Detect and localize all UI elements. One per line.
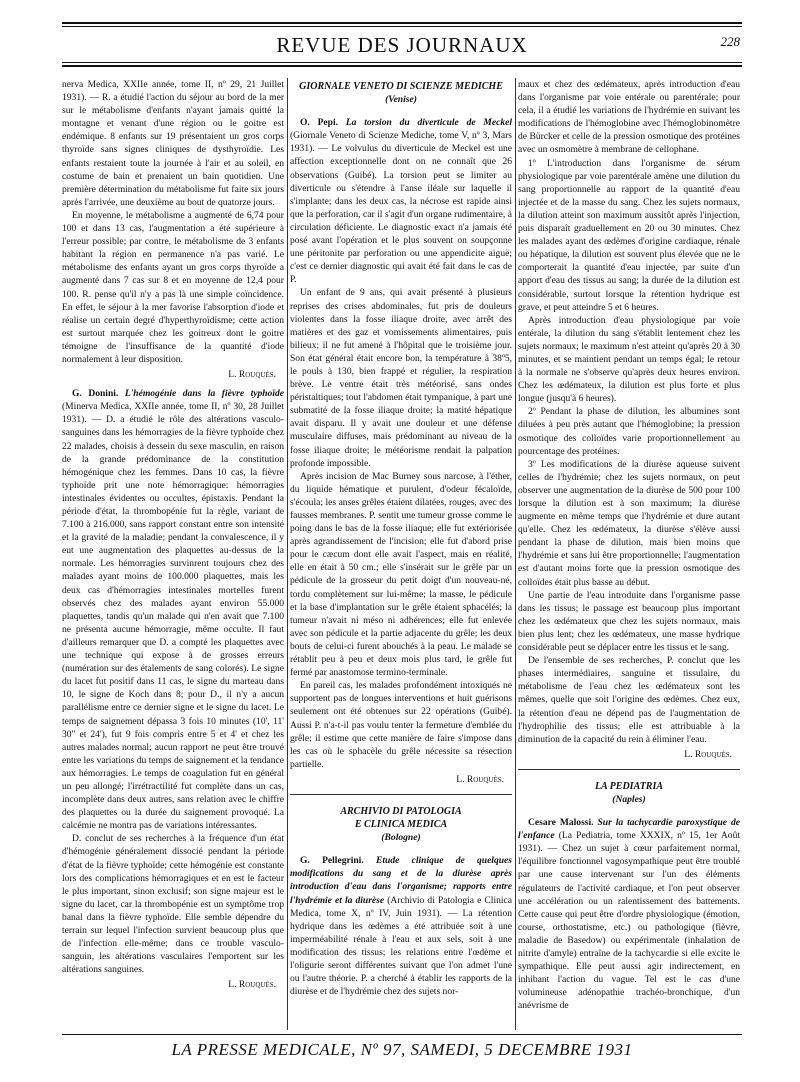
article-author: Cesare Malossi. (528, 817, 594, 829)
signature: L. Rouquès. (228, 369, 276, 381)
article-pepi (290, 116, 512, 286)
column-divider-1 (287, 78, 288, 1030)
paragraph: D. conclut de ses recherches à la fréquence d'un état d'hémogénie généralement dissocié pendant la période d'état de la fièvre typhoïde; cette hémogénie est constante lors des complications hémorragiques et en est le facteur le plus important, sinon exclusif; son signe majeur est le signe du lacet, car la thrombopénie est un symptôme trop banal dans la fièvre typhoïde. Elle semble dépendre du terrain sur lequel l'infection survient beaucoup plus que de l'infection elle-même; dans ce trouble vasculo-sanguin, les altérations vasculaires l'emportent sur les altérations sanguines. (62, 833, 284, 976)
paragraph: En pareil cas, les malades profondément intoxiqués ne supportent pas de longues interventions et huit guérisons seulement ont été obtenues sur 22 opérations (Guibé). Aussi P. n'a-t-il pas voulu tenter la fermeture d'emblée du grêle; il estime que cette manière de faire s'impose dans les cas où le sphacèle du grêle nécessite sa résection partielle. (290, 680, 512, 770)
article-title: Etude clinique de quelques modifications du sang et de la diurèse après introduction d'eau dans l'organisme; rapports entre l'hydrémie et la diurèse (290, 855, 512, 906)
top-rule-thick (62, 22, 742, 24)
signature: L. Rouquès. (684, 748, 732, 760)
paragraph: 3º Les modifications de la diurèse aqueuse suivent celles de l'hydrémie; chez les sujets normaux, on peut observer une augmentation de la diurèse de 500 pour 100 lorsque la dilution est à son maximum; la diurèse augmente en même temps que l'hydrémie et dure autant qu'elle. Chez les œdémateux, la diurèse s'élève aussi pendant la phase de dilution, mais bien moins que l'hydrémie et sans lui être proportionnelle; l'augmentation est d'autant moins forte que la pression osmotique des colloïdes était plus basse au début. (518, 458, 740, 588)
top-rule-thin (62, 26, 742, 27)
paragraph: En moyenne, le métabolisme a augmenté de 6,74 pour 100 et dans 13 cas, l'augmentation a été supérieure à l'erreur possible; par contre, le métabolisme de 3 enfants habitant la région en permanence n'a pas varié. Le métabolisme des enfants ayant un gros corps thyroïde a augmenté dans 7 cas sur 8 et en moyenne de 12,4 pour 100. R. pense qu'il n'y a pas là une simple coïncidence. En effet, le séjour à la mer favorise l'absorption d'iode et réalise un certain degré d'hyperthyroïdisme; cette action est surtout marquée chez les goitreux dont le goitre témoigne de l'insuffisance de la quantité d'iode normalement à leur disposition. (62, 209, 284, 365)
section-place: (Naples) (612, 793, 646, 805)
footer-rule (62, 1034, 742, 1035)
paragraph: Après incision de Mac Burney sous narcose, à l'éther, du liquide hématique et purulent, d'odeur fécaloïde, s'écoula; les anses grêles étaient dilatées, rouges, avec des fausses membranes. P. sentit une tumeur grosse comme le poing dans le bas de la fosse iliaque; elle fut extériorisée après agrandissement de l'incision; elle fut d'abord prise pour le cæcum dont elle avait l'aspect, mais en réalité, elle en était à 50 cm.; elle s'insérait sur le grêle par un pédicule de la grosseur du petit doigt d'un nouveau-né, tordu complètement sur lui-même; la masse, le pédicule et la base d'implantation sur le grêle étaient sphacélés; la tumeur n'avait ni méso ni adhérences; elle fut enlevée avec son pédicule et la partie adjacente du grêle; les deux bouts de celui-ci furent abouchés à la peau. Le malade se rétablit peu à peu et deux mois plus tard, le grêle fut fermé par anastomose termino-terminale. (290, 470, 512, 679)
article-malossi (518, 816, 740, 1012)
article-title: L'hémogénie dans la fièvre typhoïde (124, 388, 284, 400)
column-1 (62, 78, 284, 1030)
article-title: Sur la tachycardie paroxystique de l'enfance (518, 817, 740, 842)
page-number: 228 (720, 34, 740, 49)
column-2 (290, 78, 512, 1030)
article-pellegrini (290, 854, 512, 998)
article-title: La torsion du diverticule de Meckel (345, 117, 512, 129)
paragraph: 1º L'introduction dans l'organisme de sérum physiologique par voie parentérale amène une dilution du sang proportionnelle au rapport de la quantité d'eau injectée et de la masse du sang. Chez les sujets normaux, la dilution atteint son maximum aussitôt après l'injection, puis disparaît graduellement en 20 ou 30 minutes. Chez les malades ayant des œdèmes d'origine cardiaque, rénale ou hépatique, la dilution est souvent plus élevée que ne le comporterait la quantité d'eau injectée, par suite d'un apport d'eau des tissus au sang; la durée de la dilution est considérable, surtout lorsque la rétention hydrique est grave, et peut atteindre 5 et 6 heures. (518, 157, 740, 313)
article-body: (Archivio di Patologia e Clinica Medica, tome X, nº IV, Juin 1931). — La rétention hydrique dans les œdèmes a été attribuée soit à une imperméabilité rénale à l'eau et aux sels, soit à une modification des tissus; les relations entre l'œdème et l'oligurie seront différentes suivant que l'on admet l'une ou l'autre théorie. P. a cherché à établir les rapports de la diurèse et de l'hydrémie chez des sujets nor- (290, 894, 512, 998)
section-title-line2: E CLINICA MEDICA (354, 819, 448, 831)
section-place: (Venise) (385, 94, 417, 106)
paragraph: nerva Medica, XXIIe année, tome II, nº 29, 21 Juillet 1931). — R. a étudié l'action du séjour au bord de la mer sur le métabolisme d'enfants n'ayant jamais quitté la montagne et venant d'une région ou le goitre est endémique. 8 enfants sur 19 présentaient un gros corps thyroïde sans signes cliniques de dysthyroïdie. Les enfants restaient toute la journée à l'air et au soleil, en costume de bain et prenaient un bain quotidien. Une première détermination du métabolisme fut faite six jours après l'arrivée, une deuxième au bout de quatorze jours. (62, 79, 284, 208)
article-author: O. Pepi. (300, 117, 339, 129)
masthead-rule-thick (62, 65, 742, 67)
signature: L. Rouquès. (228, 979, 276, 991)
section-place: (Bologne) (381, 832, 421, 844)
section-title: GIORNALE VENETO DI SCIENZE MEDICHE (299, 81, 503, 92)
paragraph: Un enfant de 9 ans, qui avait présenté à plusieurs reprises des crises abdominales, fut pris de douleurs violentes dans la fosse iliaque droite, avec arrêt des matières et des gaz et vomissements alimentaires, puis bilieux; il ne fut amené à l'hôpital que le troisième jour. Son état général était encore bon, la température à 38º5, le pouls à 130, bien frappé et régulier, la respiration brève. Le ventre était très météorisé, sans ondes péristaltiques; tout l'abdomen était tympanique, à part une submatité de la fosse iliaque droite; la matité hépatique avait disparu. Il y avait une douleur et une défense musculaire diffuses, mais prédominant au niveau de la fosse iliaque droite; le météorisme rendait la palpation profonde impossible. (290, 287, 512, 469)
article-body: (Giornale Veneto di Scienze Mediche, tome V, nº 3, Mars 1931). — Le volvulus du diverticule de Meckel est une affection exceptionnelle dont on ne connaît que 26 observations (Guibé). La torsion peut se limiter au diverticule ou s'étendre à l'anse iléale sur laquelle il s'implante; dans les deux cas, la nécrose est rapide ainsi que la perforation, car il s'agit d'un organe rudimentaire, à circulation déficiente. Le diagnostic exact n'a jamais été posé avant l'opération et le plus souvent on soupçonne une péritonite par perforation ou une appendicite aiguë; c'est ce dernier diagnostic qui avait été fait dans le cas de P. (290, 130, 512, 286)
paragraph: De l'ensemble de ses recherches, P. conclut que les phases intermédiaires, sanguine et tissulaire, du métabolisme de l'eau chez les œdémateux sont les mêmes, quelle que soit l'origine des œdèmes. Chez eux, la rétention d'eau ne dépend pas de l'augmentation de l'hydrophilie des tissus; elle est attribuable à la diminution de la capacité du rein à éliminer l'eau. (518, 655, 740, 745)
article-donini (62, 387, 284, 832)
section-title: ARCHIVIO DI PATOLOGIA (340, 805, 462, 817)
paragraph: Une partie de l'eau introduite dans l'organisme passe dans les tissus; le passage est beaucoup plus important chez les œdémateux que chez les sujets normaux, mais bien plus lent; chez les œdémateux, une masse hydrique considérable peut se déplacer entre les tissus et le sang. (518, 589, 740, 654)
footer-journal-line: LA PRESSE MEDICALE, Nº 97, SAMEDI, 5 DECEMBRE 1931 (171, 1040, 633, 1059)
article-body: (La Pediatria, tome XXXIX, nº 15, 1er Août 1931). — Chez un sujet à cœur parfaitement normal, l'équilibre fonctionnel vagosympathique peut être troublé par une cause intervenant sur l'un des éléments régulateurs de l'activité cardiaque, et l'on peut observer une accélération ou un ralentissement des battements. Cette cause qui peut être d'ordre physiologique (émotion, course, orthostatisme, etc.) ou pathologique (fièvre, maladie de Basedow) ou expérimentale (inhalation de nitrite d'amyle) entraîne de la tachycardie si elle excite le sympathique. Elle peut aussi agir indirectement, en inhibant l'action du vague. Tel est le cas d'une volumineuse adénopathie trachéo-bronchique, d'un anévrisme de (518, 830, 740, 1012)
signature: L. Rouquès. (456, 773, 504, 785)
article-author: G. Donini. (72, 388, 119, 400)
masthead-title: REVUE DES JOURNAUX (276, 33, 528, 57)
article-author: G. Pellegrini. (300, 855, 364, 867)
article-body: (Minerva Medica, XXIIe année, tome II, nº 30, 28 Juillet 1931). — D. a étudié le rôle des altérations vasculo-sanguines dans les hémorragies de la fièvre typhoïde chez 22 malades, choisis à dessein du sexe masculin, en raison de la grande prédominance de la constitution hémogénique chez les femmes. Dans 10 cas, la fièvre typhoïde prit une note hémorragique: hémorragies intestinales évidentes ou occultes, épistaxis. Pendant la période d'état, la thrombopénie fut la règle, variant de 7.100 à 216.000, sans rapport constant entre son intensité et la gravité de la maladie; pendant la convalescence, il y eut une augmentation des plaquettes au-dessus de la normale. Les hémorragies survinrent toujours chez des malades ayant moins de 100.000 plaquettes, mais les deux cas d'hémorragies intestinales mortelles furent observés chez des malades ayant environ 55.000 plaquettes, tandis qu'un malade qui n'en avait que 7.100 ne présenta aucune hémorragie, même occulte. Il faut d'ailleurs remarquer que D. a compté les plaquettes avec une technique qui expose à de grosses erreurs (numération sur des étalements de sang colorés). Le signe du lacet fut positif dans 11 cas, le signe du marteau dans 10, le signe de Koch dans 8; pour D., il n'y a aucun parallélisme entre ce dernier signe et le signe du lacet. Le temps de saignement dépassa 3 fois 10 minutes (10', 11' 30" et 24'), fut 9 fois compris entre 5 et 4' et chez les autres malades normal; aucun rapport ne peut être trouvé entre les variations du temps de saignement et la tendance aux hémorragies. Le temps de coagulation fut en général un peu allongé; l'irrétractilité fut complète dans un cas, incomplète dans deux autres, sans relation avec le chiffre des plaquettes ou la durée du saignement provoqué. La calcémie ne montra pas de variations intéressantes. (62, 401, 284, 832)
section-separator (518, 769, 740, 770)
section-title: LA PEDIATRIA (594, 780, 664, 792)
paragraph: 2º Pendant la phase de dilution, les albumines sont diluées à peu près autant que l'hémoglobine; la pression osmotique des colloïdes varie proportionnellement au pourcentage des protéines. (518, 406, 740, 457)
section-separator (290, 794, 512, 795)
column-divider-2 (515, 78, 516, 1030)
masthead-rule-thin (62, 62, 742, 63)
column-3 (518, 78, 740, 1030)
paragraph: maux et chez des œdémateux, après introduction d'eau dans l'organisme par voie entérale ou parentérale; pour cela, il a étudié les variations de l'hydrémie en suivant les modifications de l'hémoglobine avec l'hémoglobinomètre de Bürcker et celle de la pression osmotique des protéines avec un osmomètre à membrane de cellophane. (518, 79, 740, 156)
paragraph: Après introduction d'eau physiologique par voie entérale, la dilution du sang s'établit lentement chez les sujets normaux; le maximum n'est atteint qu'après 20 à 30 minutes, et se maintient pendant un temps égal; le retour à la normale ne s'observe qu'après deux heures environ. Chez les œdémateux, la dilution est plus forte et plus longue (jusqu'à 6 heures). (518, 314, 740, 405)
